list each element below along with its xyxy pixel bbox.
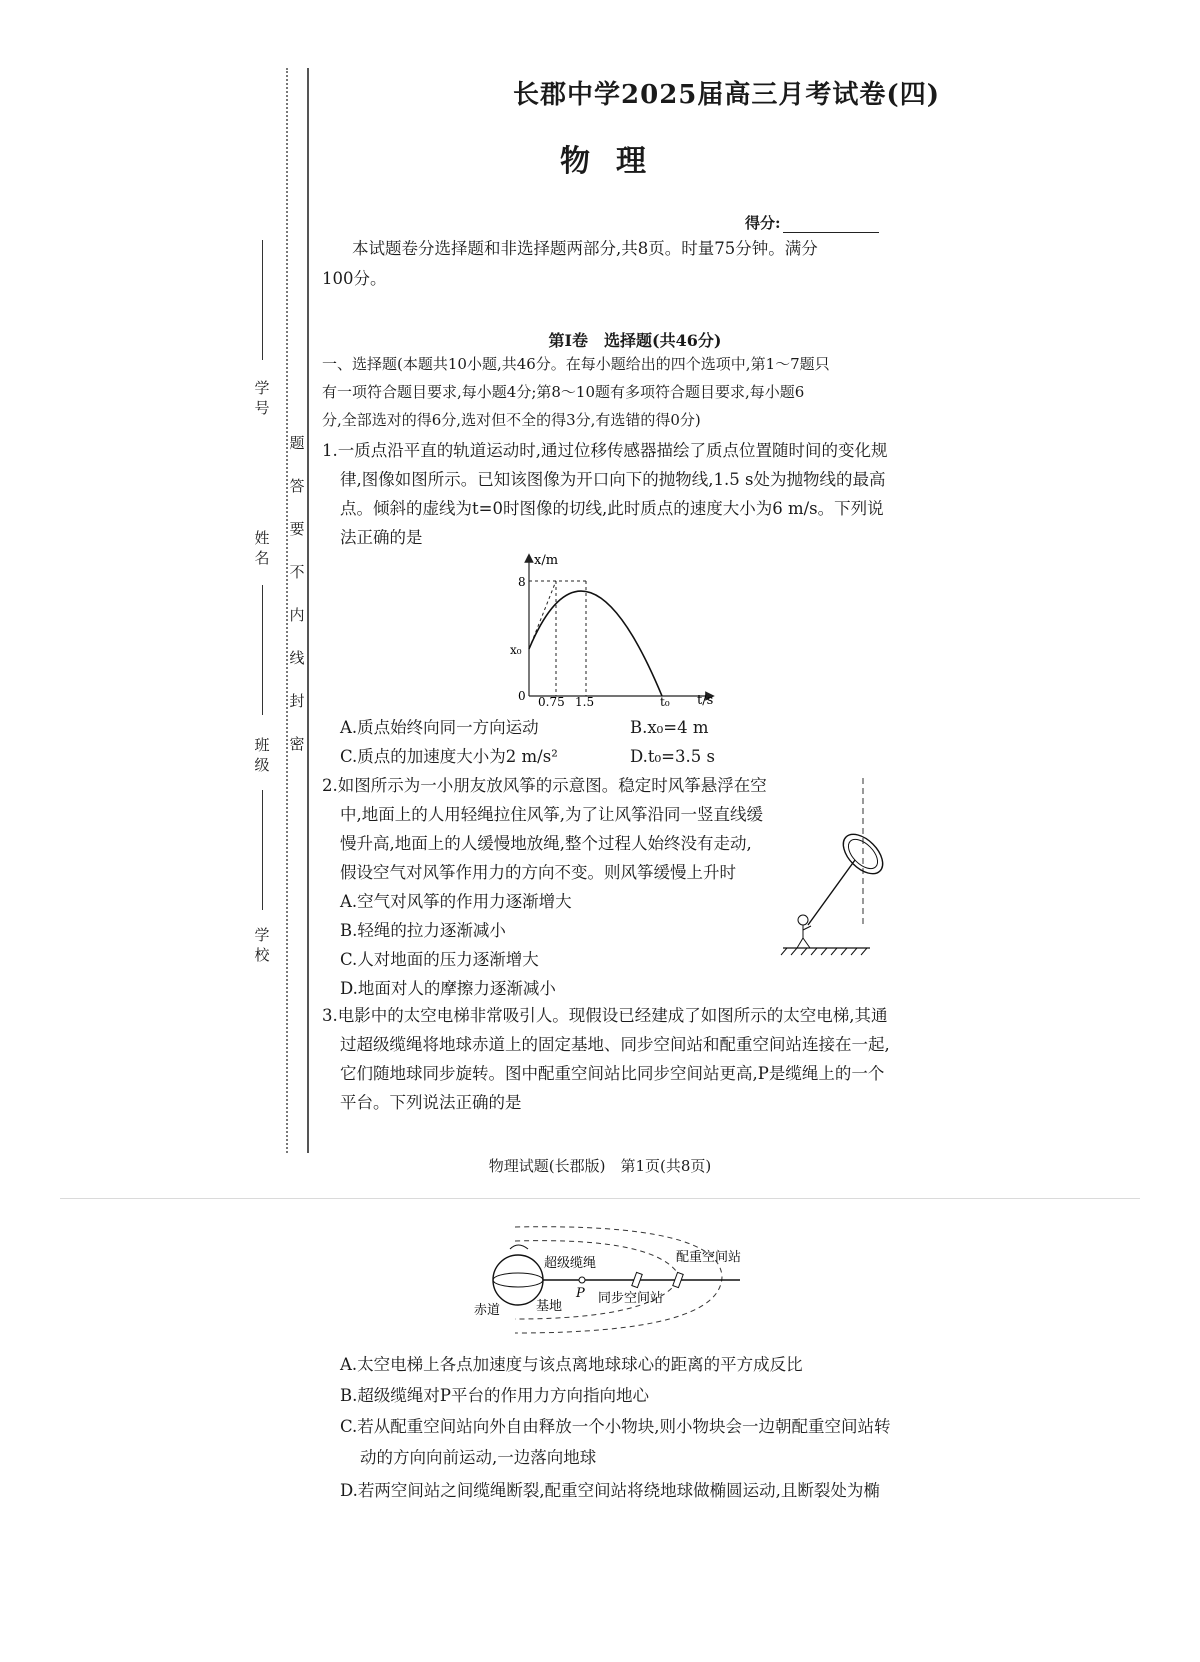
q1-stem-line: 1.一质点沿平直的轨道运动时,通过位移传感器描绘了质点位置随时间的变化规 [322,441,888,460]
person-leg [797,938,803,948]
instructions-line: 一、选择题(本题共10小题,共46分。在每小题给出的四个选项中,第1～7题只 [322,355,830,373]
seal-warning-char: 要 [289,520,305,538]
seal-warning-char: 线 [289,649,305,667]
seal-warning-char: 答 [289,477,305,495]
q2-stem-line: 中,地面上的人用轻绳拉住风筝,为了让风筝沿同一竖直线缓 [340,805,763,824]
subject-title: 物理 [560,144,672,179]
y-tick-label: x₀ [510,643,522,657]
label-p: P [576,1286,585,1301]
x-tick-label: 0.75 [538,695,565,709]
q1-option-b: B.x₀=4 m [630,718,709,737]
x-tick-label: t₀ [660,695,670,709]
counterweight-station-marker [673,1272,683,1287]
q1-stem-line: 法正确的是 [340,528,423,547]
seal-warning-char: 内 [289,606,305,624]
person-head [798,915,808,925]
student-id-fill-line [262,240,263,360]
q2-option-b: B.轻绳的拉力逐渐减小 [340,921,506,940]
origin-label: 0 [518,689,526,703]
q3-option-d: D.若两空间站之间缆绳断裂,配重空间站将绕地球做椭圆运动,且断裂处为椭 [340,1481,880,1500]
exam-title: 长郡中学2025届高三月考试卷(四) [513,80,940,110]
earth-circle [493,1255,543,1305]
sidebar-label-name: 姓名 [254,529,270,567]
ground-hatch [781,948,867,955]
q3-option-c: C.若从配重空间站向外自由释放一个小物块,则小物块会一边朝配重空间站转 [340,1417,891,1436]
q3-stem-line: 过超级缆绳将地球赤道上的固定基地、同步空间站和配重空间站连接在一起, [340,1035,890,1054]
section-title: 第Ⅰ卷 选择题(共46分) [548,331,722,350]
x-tick-label: 1.5 [575,695,595,709]
kite-string [808,860,855,925]
sidebar-label-student-id: 学号 [254,379,270,417]
q1-stem-line: 点。倾斜的虚线为t=0时图像的切线,此时质点的速度大小为6 m/s。下列说 [340,499,884,518]
label-super-cable: 超级缆绳 [544,1256,597,1271]
seal-warning-char: 不 [289,563,305,581]
rotation-arrow [510,1245,528,1249]
x-axis-label: t/s [697,693,714,708]
q2-stem-line: 假设空气对风筝作用力的方向不变。则风筝缓慢上升时 [340,863,736,882]
q3-option-a: A.太空电梯上各点加速度与该点离地球球心的距离的平方成反比 [340,1355,803,1374]
page-footer: 物理试题(长郡版) 第1页(共8页) [488,1157,712,1175]
q1-option-a: A.质点始终向同一方向运动 [340,718,539,737]
q2-kite-figure [775,770,905,965]
sync-station-marker [632,1272,642,1287]
q3-stem-line: 3.电影中的太空电梯非常吸引人。现假设已经建成了如图所示的太空电梯,其通 [322,1006,888,1025]
person-arm [803,926,811,930]
q3-option-c-cont: 动的方向向前运动,一边落向地球 [360,1448,597,1467]
parabola-curve [529,591,662,696]
intro-line-2: 100分。 [322,269,387,288]
q3-stem-line: 它们随地球同步旋转。图中配重空间站比同步空间站更高,P是缆绳上的一个 [340,1064,885,1083]
person-leg [803,938,810,948]
q2-option-d: D.地面对人的摩擦力逐渐减小 [340,979,556,998]
equator-ellipse [493,1273,543,1287]
q2-option-a: A.空气对风筝的作用力逐渐增大 [340,892,572,911]
seal-warning-char: 封 [289,692,305,710]
label-base: 基地 [536,1299,563,1314]
q3-space-elevator-figure [470,1215,760,1345]
y-axis-label: x/m [534,553,559,568]
sidebar-label-class: 班级 [254,736,270,774]
instructions-line: 分,全部选对的得6分,选对但不全的得3分,有选错的得0分) [322,411,701,429]
q1-stem-line: 律,图像如图所示。已知该图像为开口向下的抛物线,1.5 s处为抛物线的最高 [340,470,886,489]
q1-option-c: C.质点的加速度大小为2 m/s² [340,747,558,766]
score-label: 得分: [745,214,781,232]
class-fill-line [262,790,263,910]
seal-warning-char: 密 [289,735,305,753]
q1-option-d: D.t₀=3.5 s [630,747,715,766]
platform-p-point [579,1277,585,1283]
q3-stem-line: 平台。下列说法正确的是 [340,1093,522,1112]
instructions-line: 有一项符合题目要求,每小题4分;第8～10题有多项符合题目要求,每小题6 [322,383,805,401]
name-fill-line [262,585,263,715]
q2-stem-line: 2.如图所示为一小朋友放风筝的示意图。稳定时风筝悬浮在空 [322,776,767,795]
score-field [745,212,879,233]
label-counterweight-station: 配重空间站 [676,1250,742,1265]
seal-warning-char: 题 [289,434,305,452]
q2-stem-line: 慢升高,地面上的人缓慢地放绳,整个过程人始终没有走动, [340,834,752,853]
sidebar-label-school: 学校 [254,926,270,964]
page-divider [60,1198,1140,1199]
q2-option-c: C.人对地面的压力逐渐增大 [340,950,539,969]
intro-line-1: 本试题卷分选择题和非选择题两部分,共8页。时量75分钟。满分 [352,239,818,258]
q1-position-time-graph [500,548,730,713]
q3-option-b: B.超级缆绳对P平台的作用力方向指向地心 [340,1386,649,1405]
label-equator: 赤道 [474,1303,501,1318]
y-tick-label: 8 [518,575,526,589]
score-blank [783,218,879,233]
label-sync-station: 同步空间站 [598,1291,664,1306]
